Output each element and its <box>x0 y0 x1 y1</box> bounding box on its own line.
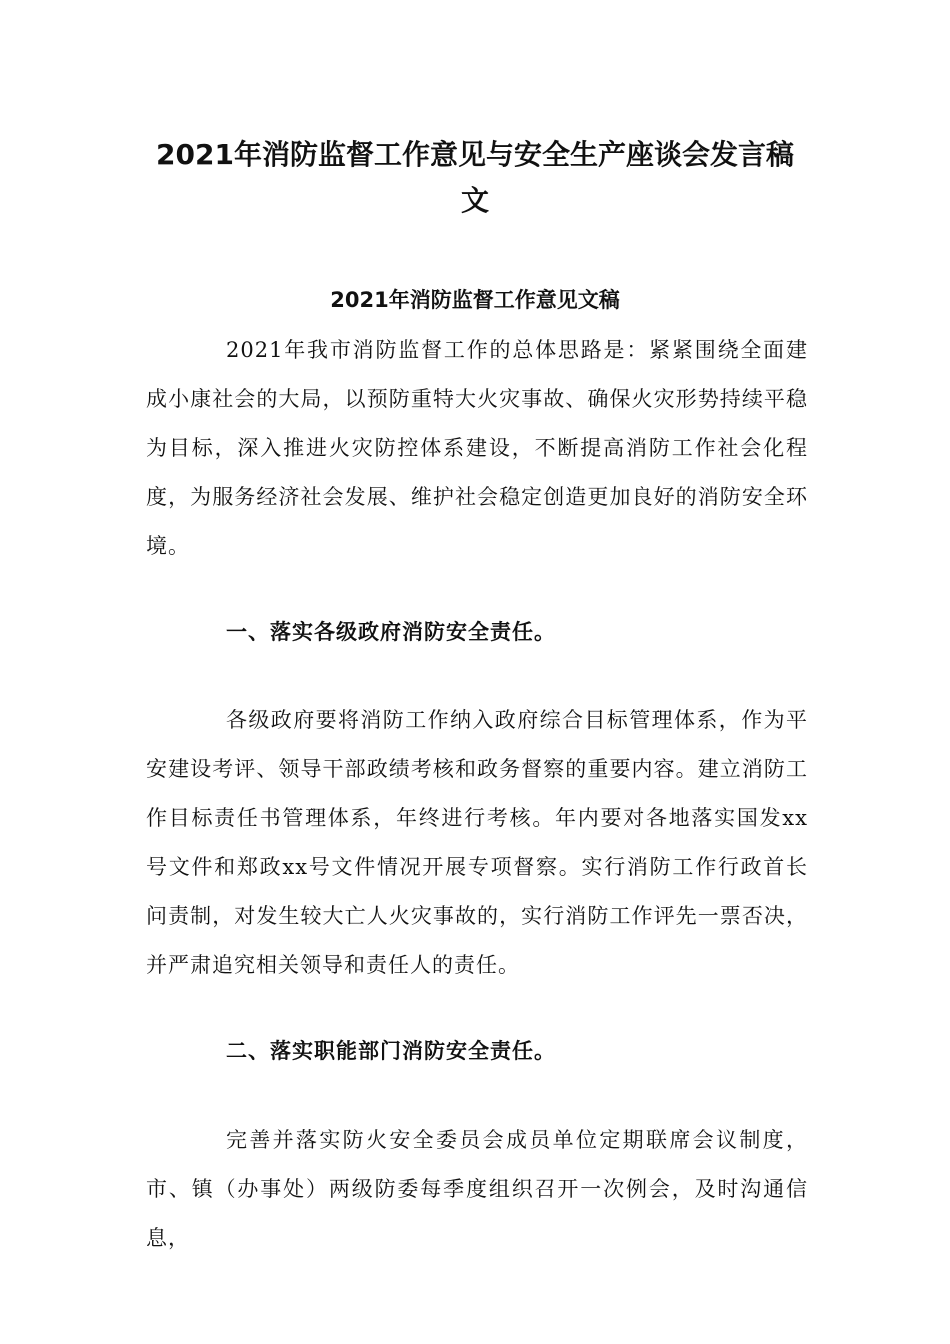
intro-paragraph: 2021年我市消防监督工作的总体思路是：紧紧围绕全面建成小康社会的大局，以预防重特大火灾事故、确保火灾形势持续平稳为目标，深入推进火灾防控体系建设，不断提高消防工作社会化程度，为服务经济社会发展、维护社会稳定创造更加良好的消防安全环境。 <box>146 338 808 558</box>
section-1-body: 各级政府要将消防工作纳入政府综合目标管理体系，作为平安建设考评、领导干部政绩考核和政务督察的重要内容。建立消防工作目标责任书管理体系，年终进行考核。年内要对各地落实国发xx号文件和郑政xx号文件情况开展专项督察。实行消防工作行政首长问责制，对发生较大亡人火灾事故的，实行消防工作评先一票否决，并严肃追究相关领导和责任人的责任。 <box>146 708 808 977</box>
document-title-line1: 2021年消防监督工作意见与安全生产座谈会发言稿 <box>156 138 794 171</box>
section-2-heading: 二、落实职能部门消防安全责任。 <box>226 1039 556 1063</box>
section-2-body: 完善并落实防火安全委员会成员单位定期联席会议制度，市、镇（办事处）两级防委每季度组织召开一次例会，及时沟通信息， <box>146 1128 808 1250</box>
document-title-line2: 文 <box>460 184 489 217</box>
section-1-heading: 一、落实各级政府消防安全责任。 <box>226 620 556 644</box>
document-subtitle: 2021年消防监督工作意见文稿 <box>330 288 620 312</box>
